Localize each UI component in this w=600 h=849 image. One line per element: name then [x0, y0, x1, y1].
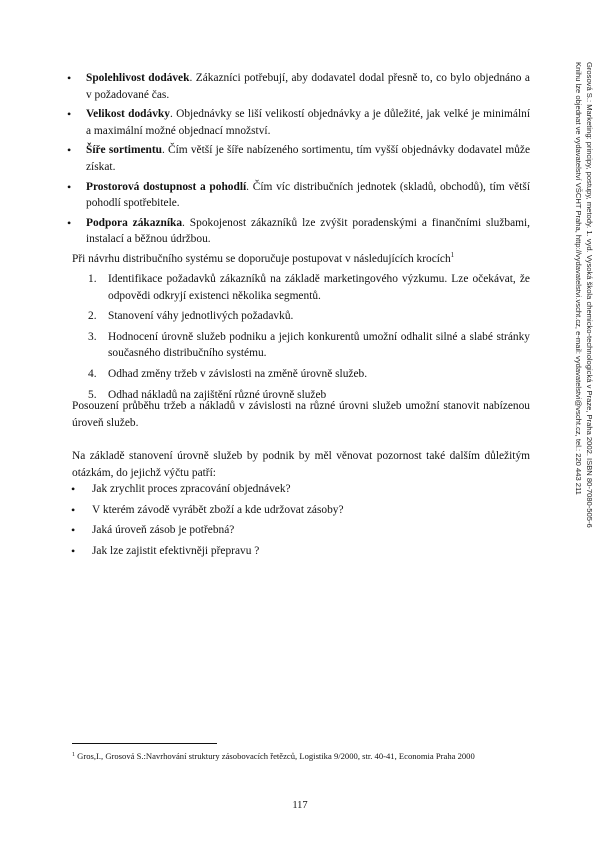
question-text: Jak zrychlit proces zpracování objednávek?	[92, 483, 291, 495]
list-item	[71, 522, 522, 539]
bullet-icon: •	[67, 143, 72, 158]
footnote-mark: 1	[72, 752, 75, 758]
list-item	[67, 215, 531, 248]
step-number: 1.	[88, 273, 97, 285]
item-text: . Objednávky se liší velikostí objednávky a je důležité, jak velké je minimální a maximální možné objednací množství.	[86, 108, 530, 137]
footnote-ref: 1	[450, 251, 455, 259]
item-text: . Čím větší je šíře nabízeného sortimentu, tím vyšší objednávky dodavatel může získat.	[86, 144, 530, 173]
bullet-icon: •	[71, 523, 76, 538]
bullet-icon: •	[67, 107, 72, 122]
item-text: . Spokojenost zákazníků lze zvýšit poradenskými a finančními službami, instalací a běžnou údržbou.	[86, 216, 531, 246]
bullet-icon: •	[71, 543, 76, 558]
item-term: Velikost dodávky	[86, 108, 170, 121]
item-text: . Čím víc distribučních jednotek (skladů, obchodů), tím větší pohodlí spotřebitele.	[86, 180, 531, 210]
list-item	[71, 481, 522, 498]
list-item	[67, 179, 531, 212]
side-note	[573, 62, 595, 602]
list-item	[88, 329, 530, 362]
item-term: Spolehlivost dodávek	[86, 72, 190, 84]
step-text: Odhad nákladů na zajištění různé úrovně služeb	[108, 388, 327, 401]
list-item	[67, 142, 530, 175]
question-text: V kterém závodě vyrábět zboží a kde udržovat zásoby?	[92, 503, 344, 516]
list-item	[88, 271, 530, 304]
step-text: Odhad změny tržeb v závislosti na změně úrovně služeb.	[108, 367, 368, 380]
footnote	[72, 750, 530, 762]
step-text: Hodnocení úrovně služeb podniku a jejich konkurentů umožní odhalit silné a slabé stránky současného distribučního systému.	[108, 330, 530, 360]
question-text: Jak lze zajistit efektivněji přepravu ?	[92, 544, 260, 557]
assessment-paragraph: Posouzení průběhu tržeb a nákladů v závislosti na různé úrovni služeb umožní stanovit nabízenou úroveň služeb.	[72, 400, 530, 429]
item-term: Podpora zákazníka	[86, 216, 183, 229]
list-item	[71, 543, 522, 560]
bullet-icon: •	[71, 502, 76, 517]
step-text: Stanovení váhy jednotlivých požadavků.	[108, 310, 294, 323]
side-note-line: Grosová S.: Marketing: principy, postupy, metody. 1. vyd. Vysoká škola chemicko-technologická v Praze, Praha 2002. ISBN 80-7080-505-6	[585, 62, 594, 528]
list-item	[67, 106, 530, 139]
design-steps-list	[88, 271, 530, 407]
step-number: 3.	[88, 330, 97, 343]
step-text: Identifikace požadavků zákazníků na základě marketingového výzkumu. Lze očekávat, že odpovědi odkryjí existenci několika segmentů.	[108, 273, 530, 302]
step-number: 4.	[88, 367, 97, 380]
service-factors-list	[67, 70, 531, 251]
item-text: . Zákazníci potřebují, aby dodavatel dodal přesně to, co bylo objednáno a v požadované čas.	[86, 72, 530, 101]
page-number: 117	[292, 800, 308, 811]
side-note-line: Knihu lze objednat ve vydavatelství VŠCHT Praha, http://vydavatelstvi.vscht.cz, e-mail: vydavatelstvi@vscht.cz, tel.: 220 443 211	[574, 62, 583, 495]
service-level-paragraph: Na základě stanovení úrovně služeb by podnik by měl věnovat pozornost také dalším důležitým otázkám, do jejichž výčtu patří:	[72, 450, 530, 479]
list-item	[67, 70, 530, 103]
bullet-icon: •	[67, 71, 72, 85]
footnote-text: Gros,I., Grosová S.:Navrhování struktury zásobovacích řetězců, Logistika 9/2000, str. 40-41, Economia Praha 2000	[77, 751, 475, 761]
step-number: 2.	[88, 310, 97, 323]
list-item	[88, 308, 530, 325]
item-term: Prostorová dostupnost a pohodlí	[86, 180, 247, 193]
question-text: Jaká úroveň zásob je potřebná?	[92, 524, 235, 537]
bullet-icon: •	[67, 179, 72, 194]
footnote-divider	[72, 743, 217, 744]
list-item	[71, 502, 522, 519]
list-item	[88, 366, 530, 383]
step-number: 5.	[88, 388, 97, 401]
bullet-icon: •	[67, 215, 72, 230]
intro-text: Při návrhu distribučního systému se doporučuje postupovat v následujících krocích	[72, 253, 451, 265]
item-term: Šíře sortimentu	[86, 144, 162, 157]
bullet-icon: •	[71, 482, 76, 496]
questions-list	[71, 481, 522, 563]
intro-paragraph	[72, 251, 530, 268]
